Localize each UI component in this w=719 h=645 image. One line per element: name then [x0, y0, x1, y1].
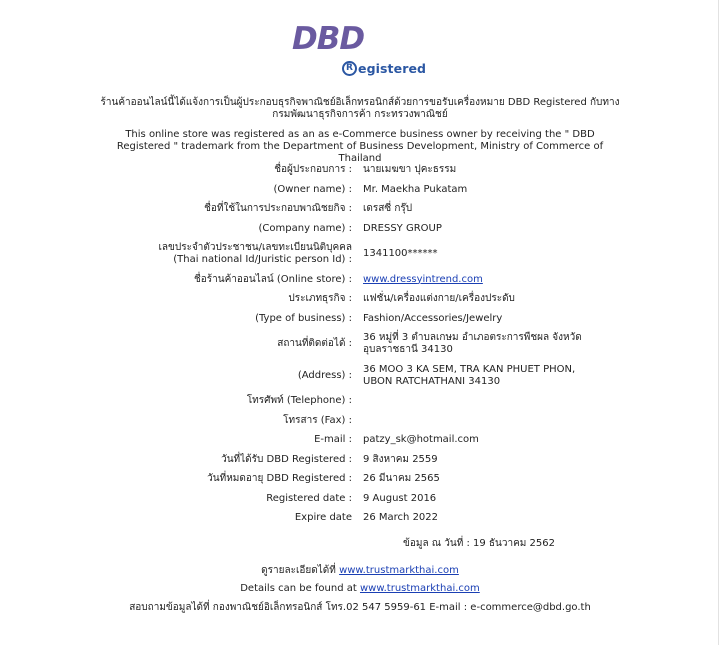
trustmark-link-thai[interactable]: www.trustmarkthai.com: [339, 565, 459, 576]
logo-registered-text: egistered: [358, 60, 427, 76]
footer-details-english-text: Details can be found at: [240, 583, 360, 594]
footer-details-english: [60, 583, 660, 595]
footer-details-thai: [60, 565, 660, 577]
national-id-label-line2: (Thai national Id/Juristic person Id) :: [173, 254, 352, 265]
intro-thai: ร้านค้าออนไลน์นี้ได้แจ้งการเป็นผู้ประกอบธุรกิจพาณิชย์อิเล็กทรอนิกส์ด้วยการขอรับเครื่องหมาย DBD Registered กับทางกรมพัฒนาธุรกิจการค้า กระทรวงพาณิชย์: [100, 97, 620, 120]
detail-value: 26 March 2022: [363, 512, 439, 523]
intro-english: This online store was registered as an as e-Commerce business owner by receiving the " DBD Registered " trademark from the Department of Business Development, Ministry of Commerce of Thailand: [116, 129, 604, 164]
detail-label: Expire date: [294, 512, 352, 523]
logo-registered: [342, 58, 426, 78]
data-as-of-date: ข้อมูล ณ วันที่ : 19 ธันวาคม 2562: [403, 538, 555, 549]
detail-value: 36 หมู่ที่ 3 ตำบลเกษม อำเภอตระการพืชผล จังหวัดอุบลราชธานี 34130: [363, 332, 582, 355]
detail-value: แฟชั่น/เครื่องแต่งกาย/เครื่องประดับ: [363, 293, 515, 304]
detail-row-company-en: [0, 223, 719, 235]
detail-label: ชื่อผู้ประกอบการ :: [274, 164, 352, 175]
detail-row-company-th: [0, 203, 719, 215]
detail-label: โทรสาร (Fax) :: [283, 414, 352, 426]
detail-value: DRESSY GROUP: [363, 222, 442, 234]
detail-row-biz-type-en: [0, 313, 719, 325]
dbd-registered-logo: [292, 22, 432, 80]
detail-row-reg-date-th: [0, 454, 719, 466]
online-store-link[interactable]: www.dressyintrend.com: [363, 273, 483, 285]
detail-row-email: [0, 434, 719, 446]
footer-details-thai-text: ดูรายละเอียดได้ที่: [261, 565, 340, 576]
detail-label: ประเภทธุรกิจ :: [288, 293, 352, 304]
detail-label: สถานที่ติดต่อได้ :: [277, 338, 352, 349]
detail-value: เดรสซี่ กรุ๊ป: [363, 203, 413, 214]
detail-label: E-mail :: [314, 434, 352, 445]
detail-row-owner-th: [0, 164, 719, 176]
detail-value: Fashion/Accessories/Jewelry: [363, 312, 503, 324]
registered-r-icon: R: [342, 61, 357, 76]
detail-value: 26 มีนาคม 2565: [363, 473, 440, 484]
detail-label: (Type of business) :: [255, 312, 352, 324]
detail-row-online-store: [0, 274, 719, 286]
detail-label: (Company name) :: [258, 222, 352, 234]
logo-dbd-text: DBD: [292, 21, 365, 57]
detail-row-owner-en: [0, 184, 719, 196]
detail-value: patzy_sk@hotmail.com: [363, 434, 479, 445]
detail-label: (Owner name) :: [273, 183, 352, 195]
detail-value: นายเมฆขา ปุคะธรรม: [363, 164, 457, 175]
detail-label: Registered date :: [266, 492, 352, 504]
detail-label: วันที่ได้รับ DBD Registered :: [221, 453, 352, 465]
detail-value: 9 สิงหาคม 2559: [363, 453, 438, 465]
trustmark-link-english[interactable]: www.trustmarkthai.com: [359, 583, 480, 594]
detail-label: ชื่อร้านค้าออนไลน์ (Online store) :: [193, 273, 352, 285]
registration-details: [0, 164, 719, 532]
detail-value: 9 August 2016: [363, 492, 437, 504]
national-id-label-line1: เลขประจำตัวประชาชน/เลขทะเบียนนิติบุคคล: [158, 242, 352, 253]
detail-row-biz-type-th: [0, 293, 719, 305]
detail-row-exp-date-th: [0, 473, 719, 485]
detail-value: Mr. Maekha Pukatam: [363, 183, 468, 195]
detail-label: ชื่อที่ใช้ในการประกอบพาณิชยกิจ :: [204, 203, 352, 214]
detail-row-address-th: [0, 332, 719, 356]
detail-row-national-id: [0, 242, 719, 266]
detail-row-exp-date-en: [0, 512, 719, 524]
footer-contact: สอบถามข้อมูลได้ที่ กองพาณิชย์อิเล็กทรอนิกส์ โทร.02 547 5959-61 E-mail : e-commerce@dbd.go.th: [129, 602, 591, 613]
detail-row-telephone: [0, 395, 719, 407]
detail-value: 1341100******: [363, 248, 438, 259]
detail-label: โทรศัพท์ (Telephone) :: [246, 395, 352, 406]
detail-label: (Address) :: [297, 369, 352, 381]
detail-row-reg-date-en: [0, 493, 719, 505]
detail-label: วันที่หมดอายุ DBD Registered :: [207, 473, 352, 484]
detail-row-fax: [0, 415, 719, 427]
detail-value: 36 MOO 3 KA SEM, TRA KAN PHUET PHON, UBON RATCHATHANI 34130: [363, 363, 576, 387]
detail-label: [0, 242, 352, 266]
detail-row-address-en: [0, 364, 719, 388]
